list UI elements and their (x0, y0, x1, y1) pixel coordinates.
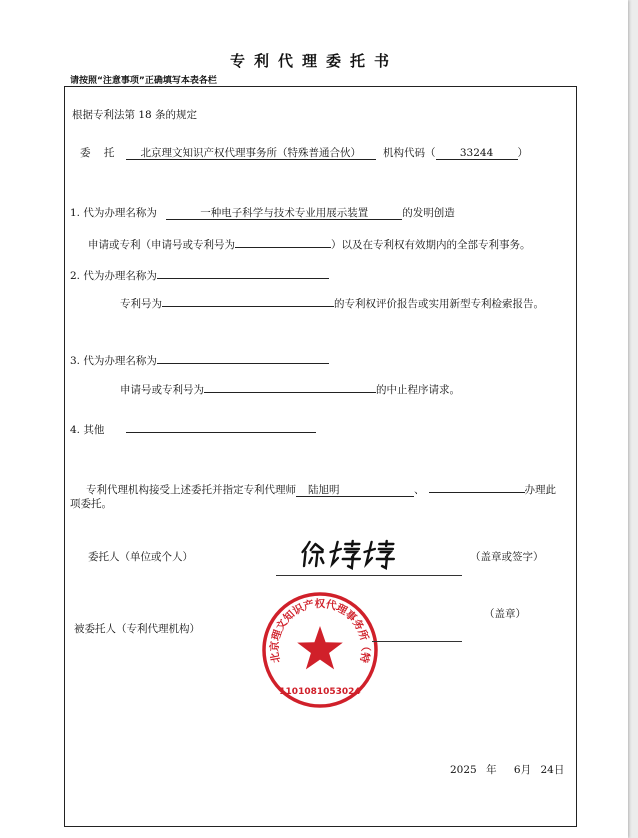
handwritten-signature (298, 538, 400, 576)
item4-other-field (126, 421, 316, 433)
seal-graphic (260, 590, 380, 710)
item3-line2-suffix: 的中止程序请求。 (376, 384, 460, 396)
agency-seal-stamp (260, 590, 380, 710)
item1-prefix: 1. 代为办理名称为 (70, 207, 157, 219)
second-agent-field (429, 481, 525, 493)
document-title: 专利代理委托书 (229, 52, 398, 70)
item1-suffix: 的发明创造 (402, 207, 455, 219)
acceptance-separator: 、 (414, 484, 425, 496)
item2-line2-suffix: 的专利权评价报告或实用新型专利检索报告。 (334, 298, 544, 310)
acceptance-line2: 项委托。 (70, 498, 112, 510)
item3-number-field (204, 381, 376, 393)
principal-signature-line (276, 575, 462, 576)
item2-number-field (162, 295, 334, 307)
item4-prefix: 4. 其他 (70, 424, 105, 436)
acceptance-row (86, 481, 556, 497)
acceptance-suffix: 办理此 (524, 484, 556, 496)
fill-instruction-note: 请按照“注意事项”正确填写本表各栏 (70, 76, 217, 86)
principal-seal-note: （盖章或签字） (470, 551, 544, 563)
item2-prefix: 2. 代为办理名称为 (70, 270, 157, 282)
item4-row (70, 421, 316, 437)
seal-star-icon (297, 626, 343, 669)
agency-name-field: 北京理文知识产权代理事务所（特殊普通合伙） (126, 147, 376, 160)
date-year: 2025 (450, 764, 477, 776)
item3-prefix: 3. 代为办理名称为 (70, 355, 157, 367)
agency-code-field: 33244 (436, 147, 518, 160)
item2-row2 (120, 295, 544, 311)
item1-number-field (235, 236, 331, 248)
sign-date (450, 763, 564, 777)
item1-row2 (88, 236, 531, 252)
principal-label: 委托人（单位或个人） (88, 551, 193, 563)
item1-row (70, 206, 455, 220)
signature-glyphs (299, 538, 400, 570)
entrust-label: 委 托 (80, 147, 115, 159)
item1-name-field: 一种电子科学与技术专业用展示装置 (166, 207, 402, 220)
item2-name-field (157, 267, 329, 279)
date-month: 6月 (513, 764, 532, 776)
form-frame (64, 86, 577, 827)
agent-party-seal-note: （盖章） (484, 608, 526, 620)
seal-ring-text: 北京理文知识产权代理事务所（特 (268, 598, 372, 664)
item2-row (70, 267, 329, 283)
legal-basis: 根据专利法第 18 条的规定 (72, 109, 198, 121)
agency-code-close: ） (517, 147, 529, 159)
agent-signature-line (372, 641, 462, 642)
item3-name-field (157, 352, 329, 364)
seal-number: 1101081053024 (279, 687, 361, 697)
item3-row2 (120, 381, 460, 397)
date-day: 24日 (540, 764, 565, 776)
item1-line2-prefix: 申请或专利（申请号或专利号为 (88, 239, 235, 251)
date-year-unit: 年 (486, 764, 497, 776)
acceptance-prefix: 专利代理机构接受上述委托并指定专利代理师 (86, 484, 296, 496)
agency-code-label: 机构代码（ (383, 147, 436, 159)
item3-row (70, 352, 329, 368)
item3-line2-prefix: 申请号或专利号为 (120, 384, 204, 396)
designated-agent-name: 陆旭明 (308, 484, 340, 496)
designated-agent-field (296, 484, 414, 497)
agent-party-label: 被委托人（专利代理机构） (74, 623, 200, 635)
entrust-row (80, 146, 528, 160)
item1-line2-suffix: ）以及在专利权有效期内的全部专利事务。 (331, 239, 531, 251)
item2-line2-prefix: 专利号为 (120, 298, 162, 310)
